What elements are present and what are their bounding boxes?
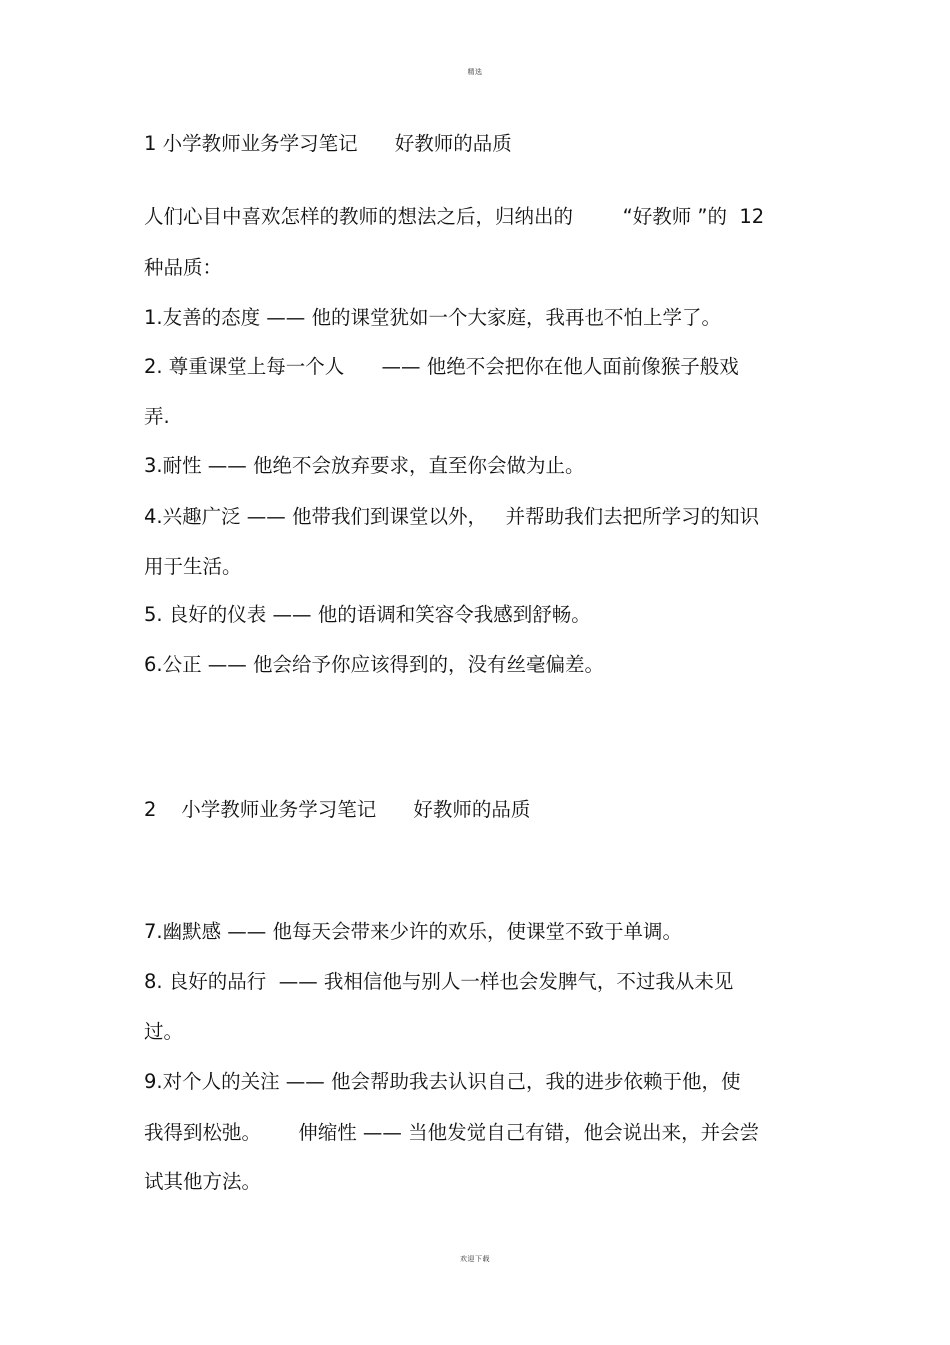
section-2-title: 2 小学教师业务学习笔记 好教师的品质 [144, 798, 531, 821]
list-item: 3.耐性 —— 他绝不会放弃要求，直至你会做为止。 [144, 454, 585, 477]
list-item: 7.幽默感 —— 他每天会带来少许的欢乐，使课堂不致于单调。 [144, 920, 683, 943]
list-item: 8. 良好的品行 —— 我相信他与别人一样也会发脾气，不过我从未见 [144, 970, 734, 993]
list-item: 2. 尊重课堂上每一个人 —— 他绝不会把你在他人面前像猴子般戏 [144, 355, 739, 378]
list-item-continuation: 用于生活。 [144, 555, 242, 578]
list-item: 4.兴趣广泛 —— 他带我们到课堂以外， 并帮助我们去把所学习的知识 [144, 505, 760, 528]
list-item-continuation: 弄. [144, 405, 170, 428]
list-item: 5. 良好的仪表 —— 他的语调和笑容令我感到舒畅。 [144, 603, 591, 626]
list-item: 6.公正 —— 他会给予你应该得到的，没有丝毫偏差。 [144, 653, 605, 676]
section-1-title: 1 小学教师业务学习笔记 好教师的品质 [144, 132, 512, 155]
list-item: 1.友善的态度 —— 他的课堂犹如一个大家庭，我再也不怕上学了。 [144, 306, 722, 329]
list-item-continuation: 试其他方法。 [144, 1170, 262, 1193]
intro-line-1: 人们心目中喜欢怎样的教师的想法之后，归纳出的 “好教师 ”的 12 [144, 205, 765, 228]
header-watermark: 精选 [467, 68, 483, 76]
list-item-continuation: 过。 [144, 1020, 184, 1043]
intro-line-2: 种品质： [144, 256, 223, 279]
list-item: 9.对个人的关注 —— 他会帮助我去认识自己，我的进步依赖于他，使 [144, 1070, 741, 1093]
list-item: 我得到松弛。 伸缩性 —— 当他发觉自己有错，他会说出来，并会尝 [144, 1121, 760, 1144]
footer-watermark: 欢迎下载 [460, 1255, 490, 1263]
